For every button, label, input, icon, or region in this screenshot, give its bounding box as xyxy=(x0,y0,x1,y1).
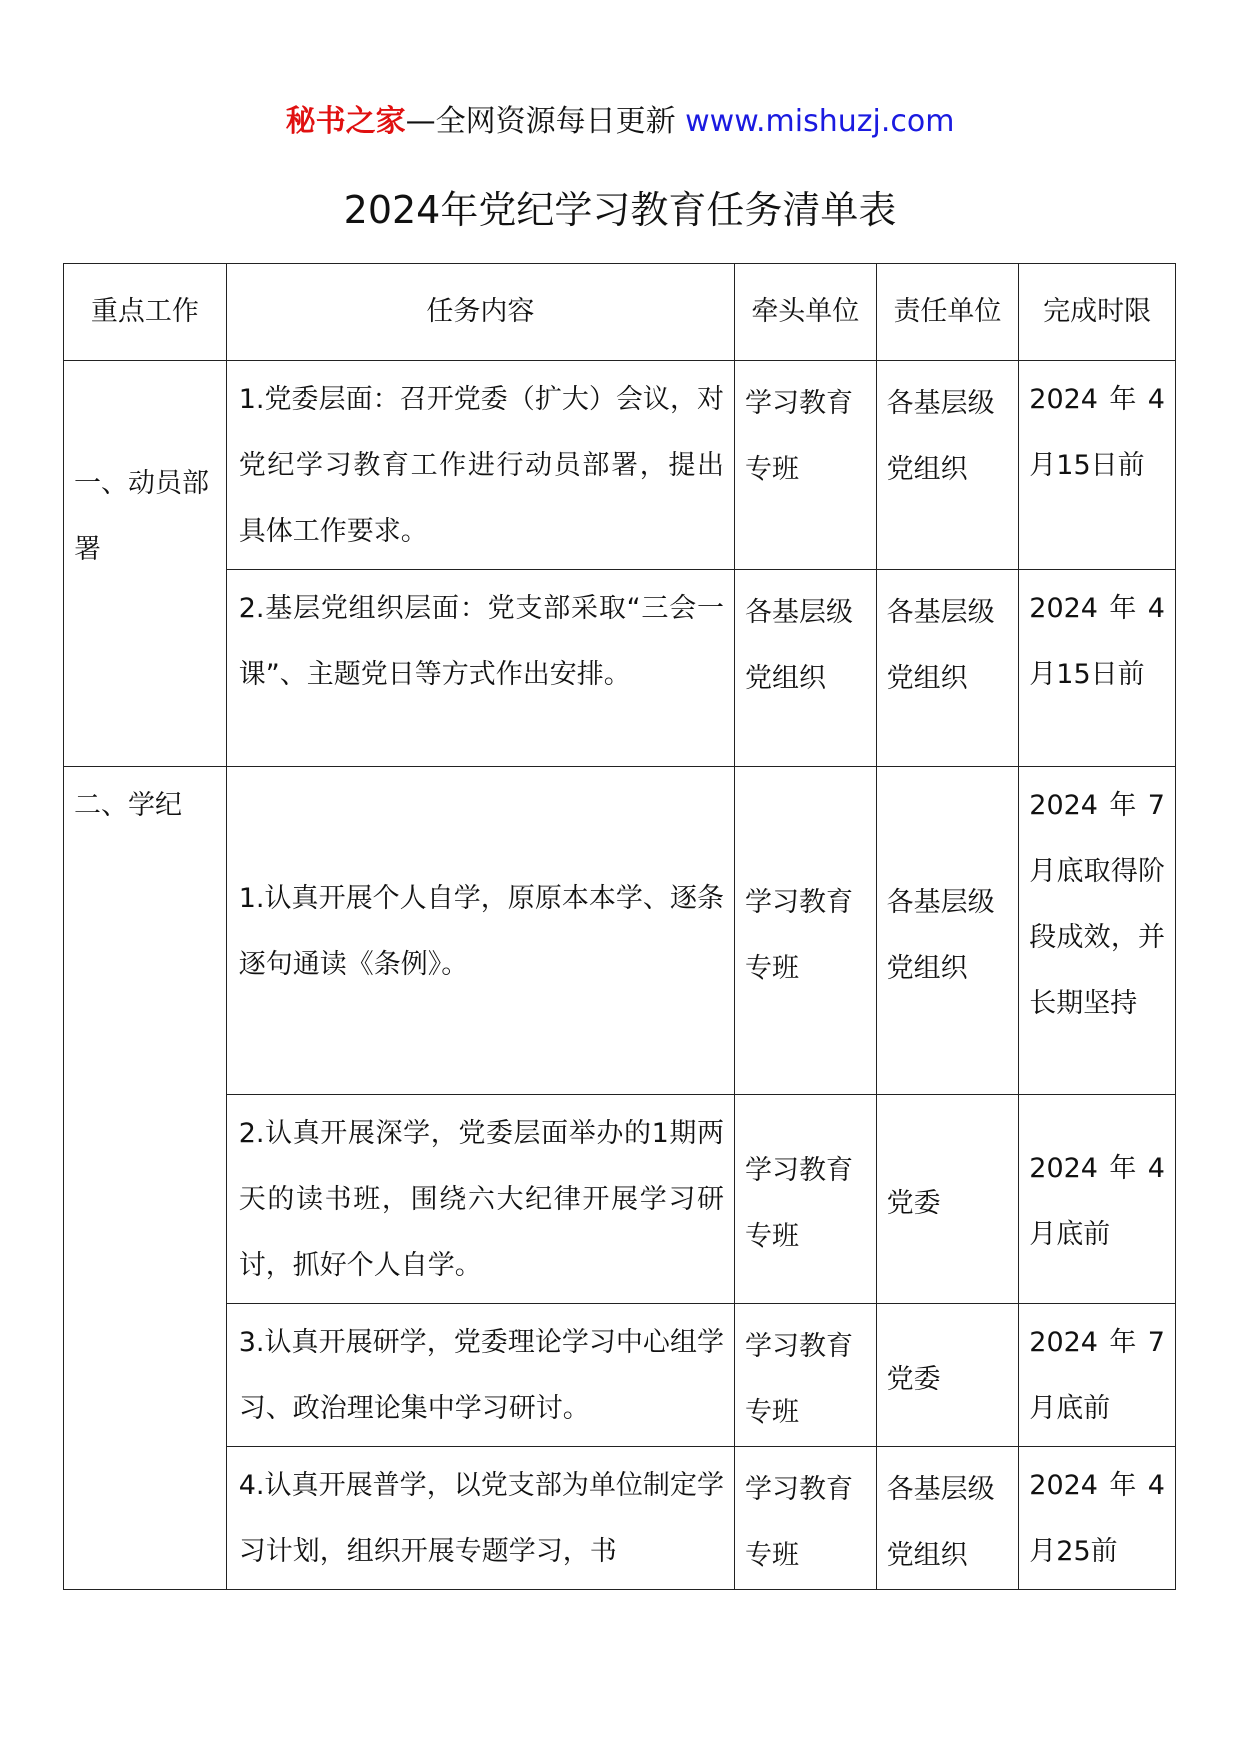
deadline-cell: 2024年4月15日前 xyxy=(1019,570,1176,767)
table-row xyxy=(64,767,1176,1095)
task-content-cell: 1.认真开展个人自学，原原本本学、逐条逐句通读《条例》。 xyxy=(226,767,734,1095)
deadline-cell: 2024年7月底取得阶段成效，并长期坚持 xyxy=(1019,767,1176,1095)
lead-unit-cell: 学习教育专班 xyxy=(735,1304,877,1447)
category-cell: 一、动员部署 xyxy=(64,361,227,767)
task-content-cell: 2.基层党组织层面：党支部采取“三会一课”、主题党日等方式作出安排。 xyxy=(226,570,734,767)
deadline-cell: 2024年4月底前 xyxy=(1019,1095,1176,1304)
column-header-responsible-unit: 责任单位 xyxy=(876,264,1019,361)
task-content-cell: 2.认真开展深学，党委层面举办的1期两天的读书班，围绕六大纪律开展学习研讨，抓好个人自学。 xyxy=(226,1095,734,1304)
responsible-unit-cell: 各基层级党组织 xyxy=(876,1447,1019,1590)
lead-unit-cell: 各基层级党组织 xyxy=(735,570,877,767)
header-tagline: 全网资源每日更新 xyxy=(435,104,676,139)
brand-name: 秘书之家 xyxy=(285,104,406,139)
task-content-cell: 4.认真开展普学，以党支部为单位制定学习计划，组织开展专题学习，书 xyxy=(226,1447,734,1590)
responsible-unit-cell: 各基层级党组织 xyxy=(876,570,1019,767)
lead-unit-cell: 学习教育专班 xyxy=(735,361,877,570)
task-content-cell: 3.认真开展研学，党委理论学习中心组学习、政治理论集中学习研讨。 xyxy=(226,1304,734,1447)
table-row xyxy=(64,361,1176,570)
responsible-unit-cell: 各基层级党组织 xyxy=(876,767,1019,1095)
table-header-row xyxy=(64,264,1176,361)
table-row xyxy=(64,1304,1176,1447)
lead-unit-cell: 学习教育专班 xyxy=(735,1447,877,1590)
column-header-key-work: 重点工作 xyxy=(64,264,227,361)
table-row xyxy=(64,570,1176,767)
site-url-link[interactable]: www.mishuzj.com xyxy=(685,104,955,139)
lead-unit-cell: 学习教育专班 xyxy=(735,1095,877,1304)
deadline-cell: 2024年7月底前 xyxy=(1019,1304,1176,1447)
table-row xyxy=(64,1095,1176,1304)
category-cell: 二、学纪 xyxy=(64,767,227,1590)
column-header-deadline: 完成时限 xyxy=(1019,264,1176,361)
column-header-task-content: 任务内容 xyxy=(226,264,734,361)
lead-unit-cell: 学习教育专班 xyxy=(735,767,877,1095)
responsible-unit-cell: 党委 xyxy=(876,1095,1019,1304)
task-list-table xyxy=(63,263,1176,1590)
responsible-unit-cell: 各基层级党组织 xyxy=(876,361,1019,570)
task-content-cell: 1.党委层面：召开党委（扩大）会议，对党纪学习教育工作进行动员部署，提出具体工作要求。 xyxy=(226,361,734,570)
document-title: 2024年党纪学习教育任务清单表 xyxy=(343,188,897,232)
header-dash: — xyxy=(405,104,436,139)
responsible-unit-cell: 党委 xyxy=(876,1304,1019,1447)
deadline-cell: 2024年4月25前 xyxy=(1019,1447,1176,1590)
table-row xyxy=(64,1447,1176,1590)
deadline-cell: 2024年4月15日前 xyxy=(1019,361,1176,570)
site-header xyxy=(0,102,1240,142)
column-header-lead-unit: 牵头单位 xyxy=(735,264,877,361)
